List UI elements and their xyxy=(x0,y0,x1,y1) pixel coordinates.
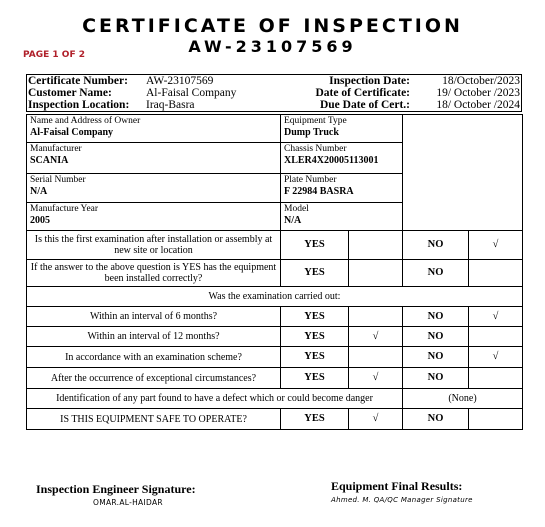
no-mark xyxy=(469,327,523,347)
yes-label: YES xyxy=(281,327,349,347)
equipment-type-value: Dump Truck xyxy=(284,127,339,138)
no-mark xyxy=(469,409,523,430)
serial-label: Serial Number xyxy=(30,175,86,185)
checkmark-icon: √ xyxy=(349,327,403,347)
model-label: Model xyxy=(284,204,309,214)
no-label: NO xyxy=(403,409,469,430)
checkmark-icon: √ xyxy=(469,307,523,327)
yes-mark xyxy=(349,231,403,260)
plate-value: F 22984 BASRA xyxy=(284,186,354,197)
question-row xyxy=(27,389,523,409)
certificate-number-heading: AW-23107569 xyxy=(188,37,357,56)
chassis-label: Chassis Number xyxy=(284,144,347,154)
question-text: Within an interval of 6 months? xyxy=(27,307,281,327)
chassis-value: XLER4X20005113001 xyxy=(284,155,379,166)
no-label: NO xyxy=(403,231,469,260)
page-indicator: PAGE 1 OF 2 xyxy=(23,50,85,60)
customer-value: Al-Faisal Company xyxy=(146,87,237,99)
yes-label: YES xyxy=(281,260,349,287)
certificate-title: CERTIFICATE OF INSPECTION xyxy=(82,15,463,37)
section-heading: Was the examination carried out: xyxy=(27,287,523,307)
inspection-date-label: Inspection Date: xyxy=(329,75,410,87)
no-label: NO xyxy=(403,368,469,389)
customer-label: Customer Name: xyxy=(28,87,112,99)
location-label: Inspection Location: xyxy=(28,99,130,111)
certificate-date-value: 19/ October /2023 xyxy=(436,87,520,99)
due-date-label: Due Date of Cert.: xyxy=(319,99,410,111)
no-label: NO xyxy=(403,327,469,347)
cert-number-label: Certificate Number: xyxy=(28,75,128,87)
engineer-signature: OMAR.AL-HAIDAR xyxy=(93,498,163,507)
no-label: NO xyxy=(403,347,469,368)
question-row xyxy=(27,231,523,260)
question-text: IS THIS EQUIPMENT SAFE TO OPERATE? xyxy=(27,409,281,430)
question-row xyxy=(27,409,523,430)
cert-number-value: AW-23107569 xyxy=(146,75,214,87)
engineer-signature-label: Inspection Engineer Signature: xyxy=(36,482,196,496)
year-value: 2005 xyxy=(30,215,50,226)
question-row xyxy=(27,307,523,327)
empty-side-panel xyxy=(403,115,523,231)
owner-label: Name and Address of Owner xyxy=(30,116,141,126)
question-row xyxy=(27,347,523,368)
no-label: NO xyxy=(403,307,469,327)
yes-mark xyxy=(349,347,403,368)
final-results-label: Equipment Final Results: xyxy=(331,479,463,493)
defect-answer: (None) xyxy=(403,389,523,409)
checkmark-icon: √ xyxy=(469,231,523,260)
question-text: Is this the first examination after installation or assembly at new site or location xyxy=(27,231,281,260)
year-label: Manufacture Year xyxy=(30,204,99,214)
checkmark-icon: √ xyxy=(469,347,523,368)
question-text: After the occurrence of exceptional circumstances? xyxy=(27,368,281,389)
no-mark xyxy=(469,368,523,389)
owner-value: Al-Faisal Company xyxy=(30,127,114,138)
checkmark-icon: √ xyxy=(349,409,403,430)
question-text: Identification of any part found to have a defect which or could become danger xyxy=(27,389,403,409)
question-text: In accordance with an examination scheme? xyxy=(27,347,281,368)
yes-label: YES xyxy=(281,368,349,389)
location-value: Iraq-Basra xyxy=(146,99,195,111)
no-mark xyxy=(469,260,523,287)
serial-value: N/A xyxy=(30,186,48,197)
question-row xyxy=(27,327,523,347)
due-date-value: 18/ October /2024 xyxy=(436,99,520,111)
equipment-details-table xyxy=(26,114,523,231)
no-label: NO xyxy=(403,260,469,287)
details-row xyxy=(27,115,523,143)
model-value: N/A xyxy=(284,215,302,226)
question-row xyxy=(27,260,523,287)
yes-label: YES xyxy=(281,409,349,430)
yes-mark xyxy=(349,260,403,287)
manufacturer-label: Manufacturer xyxy=(30,144,82,154)
question-text: Within an interval of 12 months? xyxy=(27,327,281,347)
section-row xyxy=(27,287,523,307)
manufacturer-value: SCANIA xyxy=(30,155,69,166)
yes-label: YES xyxy=(281,307,349,327)
manager-signature: Ahmed. M. QA/QC Manager Signature xyxy=(331,496,473,504)
yes-mark xyxy=(349,307,403,327)
checkmark-icon: √ xyxy=(349,368,403,389)
header-info xyxy=(26,75,522,111)
question-text: If the answer to the above question is YES has the equipment been installed correctly? xyxy=(27,260,281,287)
question-row xyxy=(27,368,523,389)
certificate-date-label: Date of Certificate: xyxy=(315,87,410,99)
plate-label: Plate Number xyxy=(284,175,337,185)
yes-label: YES xyxy=(281,231,349,260)
equipment-type-label: Equipment Type xyxy=(284,116,347,126)
yes-label: YES xyxy=(281,347,349,368)
inspection-date-value: 18/October/2023 xyxy=(442,75,520,87)
examination-questions-table xyxy=(26,230,523,430)
